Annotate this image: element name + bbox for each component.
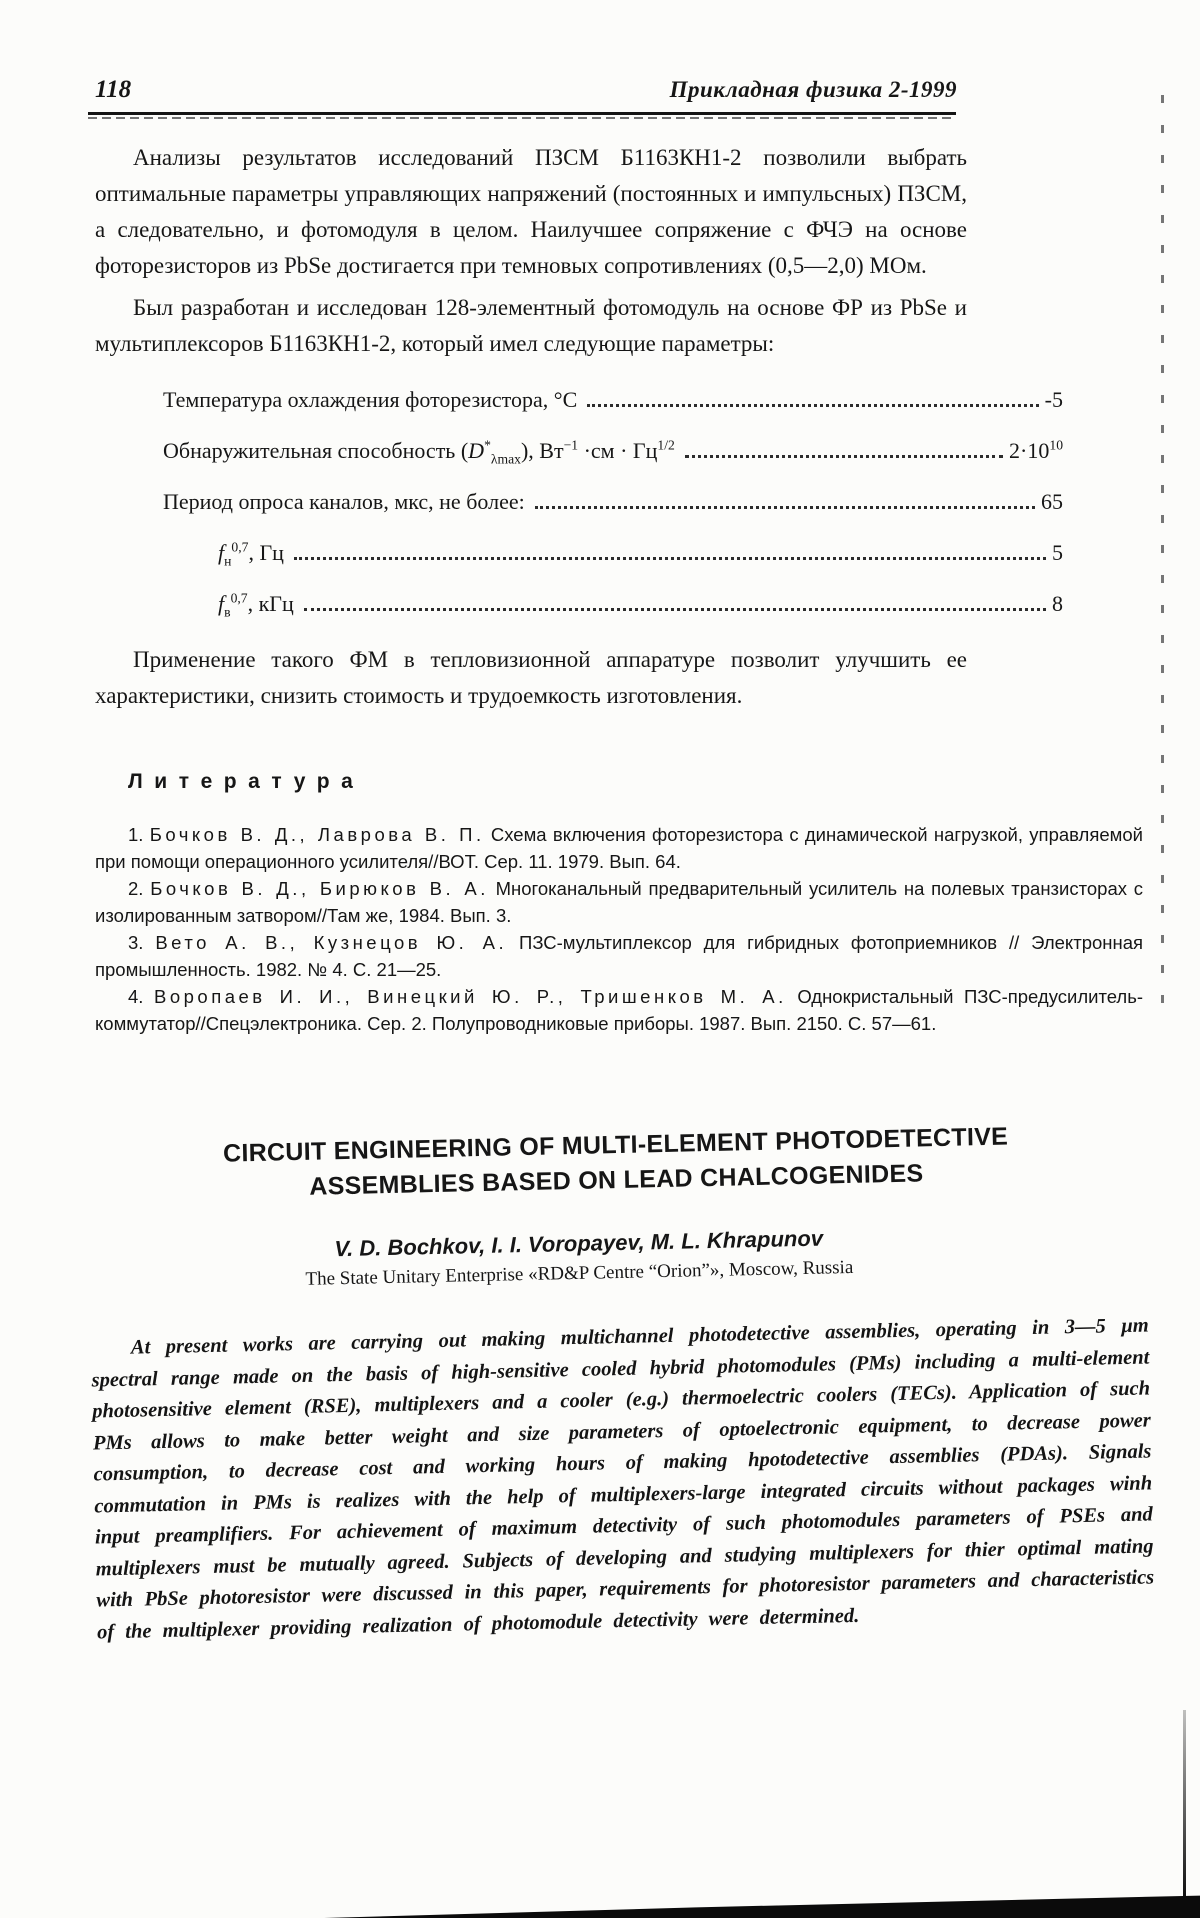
param-value: 5 — [1052, 540, 1063, 565]
english-title — [165, 1118, 1066, 1208]
reference-item — [95, 875, 1143, 929]
page-header — [95, 76, 957, 104]
superscript-star: * — [484, 437, 491, 453]
authors-line: V. D. Bochkov, I. I. Voropayev, M. L. Khrapunov — [334, 1225, 824, 1262]
reference-authors: Воропаев И. И., Винецкий Ю. Р., Тришенков М. А. — [154, 986, 787, 1007]
param-row-f-high — [218, 586, 1063, 622]
dot-leader — [685, 455, 1003, 458]
page-number: 118 — [95, 76, 132, 103]
param-value-mantissa: 2·10 — [1009, 438, 1050, 463]
param-label — [163, 433, 675, 469]
dot-leader — [587, 404, 1038, 407]
reference-number: 3. — [128, 932, 144, 953]
param-row-temperature — [163, 382, 1063, 418]
reference-authors: Бочков В. Д., Лаврова В. П. — [149, 824, 485, 845]
symbol-D: D — [468, 438, 485, 463]
paragraph-analysis: Анализы результатов исследований ПЗСМ Б1163КН1-2 позволили выбрать оптимальные параметры управляющих напряжений (постоянных и импульсных) ПЗСМ, а следовательно, и фотомодуля в целом. Наилучшее сопряжение с ФЧЭ на основе фоторезисторов из PbSe достигается при темновых сопротивлениях (0,5—2,0) МОм. — [95, 145, 967, 278]
scan-artifact-right-edge-dashes — [1161, 95, 1164, 1010]
param-label-text: ), Вт — [520, 438, 564, 463]
subscript-v: в — [224, 604, 231, 620]
reference-authors: Бочков В. Д., Бирюков В. А. — [150, 878, 489, 899]
param-value-exponent: 10 — [1049, 437, 1063, 453]
journal-title: Прикладная физика 2-1999 — [669, 77, 957, 102]
literature-section — [95, 768, 1143, 1037]
english-title-line2: ASSEMBLIES BASED ON LEAD CHALCOGENIDES — [309, 1159, 924, 1201]
reference-text: Схема включения фоторезистора с динамической нагрузкой, управляемой при помощи операционного усилителя//ВОТ. Сер. 11. 1979. Вып. 64. — [95, 824, 1143, 872]
reference-text: Однокристальный ПЗС-предусилитель-коммутатор//Спецэлектроника. Сер. 2. Полупроводниковые приборы. 1987. Вып. 2150. С. 57—61. — [95, 986, 1144, 1034]
header-rule-dashed-line — [88, 117, 956, 119]
param-label — [218, 586, 294, 622]
param-value — [1007, 433, 1063, 469]
param-label-text: , Гц — [248, 540, 284, 565]
abstract-paragraph: At present works are carrying out making multichannel photodetective assemblies, operating in 3—5 μm spectral range made on the basis of high-sensitive cooled hybrid photomodules (PMs) including a multi-element photosensitive element (RSE), multiplexers and a cooler (e.g.) thermoelectric coolers (TECs). Application of such PMs allows to make better weight and size parameters of optoelectronic equipment, to decrease power consumption, to decrease cost and working hours of making hpotodetective assemblies (PDAs). Signals commutation in PMs is realizes with the help of multiplexers-large integrated circuits without packages winh input preamplifiers. For achievement of maximum detectivity of such photomodules parameters of PSEs and multiplexers must be mutually agreed. Subjects of developing and studying multiplexers for thier optimal mating with PbSe photoresistor were discussed in this paper, requirements for photoresistor parameters and characteristics of the multiplexer providing realization of photomodule detectivity were determined. — [91, 1314, 1155, 1643]
parameters-list — [163, 382, 1063, 622]
english-section — [86, 1117, 1155, 1669]
param-label: Температура охлаждения фоторезистора, °С — [163, 387, 578, 412]
subscript-n: н — [224, 553, 232, 569]
param-label-text: , кГц — [247, 591, 294, 616]
param-label-text: ·см · Гц — [578, 438, 658, 463]
dot-leader — [294, 557, 1046, 560]
scan-artifact-vertical-line — [1183, 1710, 1186, 1900]
reference-text: ПЗС-мультиплексор для гибридных фотоприемников // Электронная промышленность. 1982. № 4. С. 21—25. — [95, 932, 1144, 980]
superscript-07: 0,7 — [230, 590, 248, 606]
reference-item — [95, 983, 1143, 1037]
scan-artifact-bottom-bar — [0, 1890, 1200, 1918]
param-label-text: Обнаружительная способность ( — [163, 438, 469, 463]
subscript-lambda-max: λmax — [490, 451, 521, 467]
superscript-one-half: 1/2 — [657, 437, 675, 453]
param-value: -5 — [1044, 387, 1063, 412]
param-label — [218, 535, 284, 571]
reference-number: 4. — [128, 986, 144, 1007]
param-row-f-low — [218, 535, 1063, 571]
param-label: Период опроса каналов, мкс, не более: — [163, 489, 525, 514]
reference-number: 1. — [128, 824, 144, 845]
reference-text: Многоканальный предварительный усилитель на полевых транзисторах с изолированным затвором//Там же, 1984. Вып. 3. — [95, 878, 1144, 926]
dot-leader — [304, 608, 1046, 611]
param-row-scan-period — [163, 484, 1063, 520]
symbol-f: f — [218, 591, 225, 616]
reference-item — [95, 821, 1143, 875]
param-row-detectivity — [163, 433, 1063, 469]
reference-item — [95, 929, 1143, 983]
param-value: 65 — [1041, 489, 1063, 514]
affiliation-line: The State Unitary Enterprise «RD&P Centre “Orion”», Moscow, Russia — [305, 1256, 854, 1290]
header-rule — [88, 112, 956, 120]
symbol-f: f — [218, 540, 225, 565]
superscript-minus-one: −1 — [563, 437, 579, 453]
paragraph-application: Применение такого ФМ в тепловизионной аппаратуре позволит улучшить ее характеристики, снизить стоимость и трудоемкость изготовления. — [95, 647, 967, 708]
english-title-line1: CIRCUIT ENGINEERING OF MULTI-ELEMENT PHOTODETECTIVE — [222, 1122, 1009, 1168]
param-value: 8 — [1052, 591, 1063, 616]
paragraph-photomodule: Был разработан и исследован 128-элементный фотомодуль на основе ФР из PbSe и мультиплексоров Б1163КН1-2, который имел следующие параметры: — [95, 295, 967, 356]
superscript-07: 0,7 — [231, 539, 249, 555]
reference-authors: Вето А. В., Кузнецов Ю. А. — [155, 932, 508, 953]
reference-number: 2. — [128, 878, 144, 899]
header-rule-solid-line — [88, 112, 956, 115]
dot-leader — [535, 506, 1035, 509]
literature-heading: Литература — [128, 770, 365, 793]
